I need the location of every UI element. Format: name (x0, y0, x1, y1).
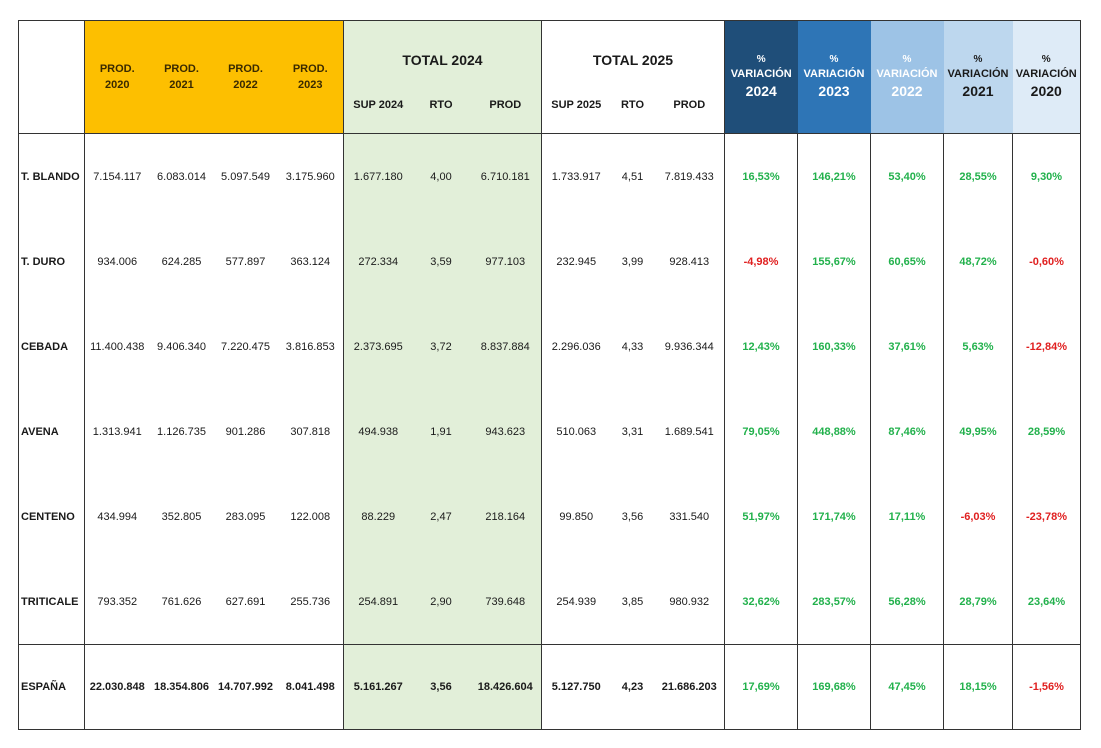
total-2024-cell: 4,00 (413, 134, 470, 220)
total-2024-cell: 272.334 (344, 219, 413, 304)
header-prod-2022-label: PROD. 2022 (228, 63, 263, 91)
header-sup-2025: SUP 2025 (542, 99, 611, 134)
variation-cell: 12,43% (725, 304, 798, 389)
variation-cell: 9,30% (1013, 134, 1081, 220)
header-sup-2024: SUP 2024 (344, 99, 413, 134)
total-2024-cell: 943.623 (470, 389, 542, 474)
variation-cell: -6,03% (944, 474, 1013, 559)
prod-cell: 9.406.340 (157, 340, 206, 353)
total-2025-cell: 2.296.036 (551, 340, 601, 353)
header-rto-2025: RTO (611, 99, 655, 134)
total-2024-cell: 88.229 (344, 474, 413, 559)
variation-2020-year: 2020 (1030, 83, 1062, 99)
total-2025-cell: 331.540 (655, 474, 725, 559)
total-2024-cell: 6.710.181 (470, 134, 542, 220)
total-2025-cell: 232.945 (556, 255, 597, 268)
header-variation-2023 (798, 21, 871, 134)
prod-cell: 8.041.498 (278, 645, 344, 730)
variation-2020-label: VARIACIÓN (1015, 68, 1077, 80)
total-2025-cell: 3,31 (621, 425, 644, 438)
variation-cell: 448,88% (798, 389, 871, 474)
variation-2021-year: 2021 (962, 83, 994, 99)
variation-2024-pct: % (756, 54, 766, 65)
variation-cell: -0,60% (1013, 219, 1081, 304)
header-prod-2023-label: PROD. 2023 (292, 63, 328, 91)
total-2025-cell: 510.063 (556, 425, 597, 438)
variation-cell: 171,74% (798, 474, 871, 559)
total-2024-cell: 2.373.695 (344, 304, 413, 389)
variation-2021-label: VARIACIÓN (947, 68, 1009, 80)
variation-cell: 60,65% (871, 219, 944, 304)
table-row (19, 559, 1081, 645)
variation-2022-pct: % (902, 54, 912, 65)
variation-cell: 146,21% (798, 134, 871, 220)
variation-cell: -23,78% (1013, 474, 1081, 559)
prod-cell: 793.352 (97, 595, 138, 608)
variation-cell: 28,79% (944, 559, 1013, 645)
variation-2024-year: 2024 (745, 83, 777, 99)
total-2024-cell: 2,47 (413, 474, 470, 559)
prod-cell: 577.897 (225, 255, 266, 268)
table-body (19, 134, 1081, 730)
prod-cell: 283.095 (225, 510, 266, 523)
variation-cell: 155,67% (798, 219, 871, 304)
prod-cell: 18.354.806 (150, 645, 214, 730)
header-prod-total-2024: PROD (470, 99, 542, 134)
variation-cell: 160,33% (798, 304, 871, 389)
total-2025-cell: 1.689.541 (655, 389, 725, 474)
header-total-2024: TOTAL 2024 (344, 21, 542, 100)
total-2025-cell: 1.733.917 (551, 170, 601, 183)
row-label: AVENA (19, 389, 85, 474)
header-prod-2022 (214, 21, 278, 134)
table-row (19, 134, 1081, 220)
header-prod-2020 (85, 21, 150, 134)
header-prod-2021 (150, 21, 214, 134)
total-2024-cell: 3,72 (413, 304, 470, 389)
total-2025-cell: 21.686.203 (655, 645, 725, 730)
total-2024-cell: 1.677.180 (344, 134, 413, 220)
variation-cell: 56,28% (871, 559, 944, 645)
variation-2020-pct: % (1041, 54, 1051, 65)
variation-cell: 37,61% (871, 304, 944, 389)
variation-cell: 169,68% (798, 645, 871, 730)
prod-cell: 3.175.960 (278, 134, 344, 220)
prod-cell: 1.126.735 (157, 425, 206, 438)
variation-2021-pct: % (973, 54, 983, 65)
variation-2022-year: 2022 (891, 83, 923, 99)
variation-cell: 48,72% (944, 219, 1013, 304)
row-label: ESPAÑA (19, 645, 85, 730)
prod-cell: 934.006 (97, 255, 138, 268)
variation-cell: 16,53% (725, 134, 798, 220)
prod-cell: 11.400.438 (90, 340, 145, 353)
header-total-2025: TOTAL 2025 (542, 21, 725, 100)
variation-cell: 283,57% (798, 559, 871, 645)
table-row (19, 304, 1081, 389)
total-2025-cell: 3,56 (621, 510, 644, 523)
prod-cell: 363.124 (278, 219, 344, 304)
table-row (19, 389, 1081, 474)
total-2025-cell: 3,85 (621, 595, 644, 608)
prod-cell: 434.994 (97, 510, 138, 523)
total-2024-cell: 2,90 (413, 559, 470, 645)
prod-cell: 6.083.014 (157, 170, 206, 183)
header-prod-2021-label: PROD. 2021 (164, 63, 199, 91)
total-2024-cell: 1,91 (413, 389, 470, 474)
prod-cell: 627.691 (225, 595, 266, 608)
total-2024-cell: 977.103 (470, 219, 542, 304)
row-label: T. BLANDO (19, 134, 85, 220)
header-prod-2023 (278, 21, 344, 134)
variation-cell: 49,95% (944, 389, 1013, 474)
total-2024-cell: 218.164 (470, 474, 542, 559)
prod-cell: 1.313.941 (92, 425, 142, 438)
row-label: CEBADA (19, 304, 85, 389)
header-variation-2020 (1013, 21, 1081, 134)
header-variation-2021 (944, 21, 1013, 134)
total-2025-cell: 5.127.750 (542, 645, 611, 730)
row-label: CENTENO (19, 474, 85, 559)
header-variation-2024 (725, 21, 798, 134)
prod-cell: 624.285 (161, 255, 202, 268)
prod-cell: 901.286 (225, 425, 266, 438)
variation-cell: 47,45% (871, 645, 944, 730)
header-prod-2020-label: PROD. 2020 (99, 63, 135, 91)
variation-2023-pct: % (829, 54, 839, 65)
total-2024-cell: 494.938 (344, 389, 413, 474)
header-rto-2024: RTO (413, 99, 470, 134)
total-2025-cell: 4,23 (611, 645, 655, 730)
prod-cell: 3.816.853 (278, 304, 344, 389)
total-2025-cell: 4,51 (621, 170, 644, 183)
prod-cell: 255.736 (278, 559, 344, 645)
variation-cell: 87,46% (871, 389, 944, 474)
prod-cell: 307.818 (278, 389, 344, 474)
variation-2023-year: 2023 (818, 83, 850, 99)
prod-cell: 352.805 (161, 510, 202, 523)
variation-cell: 79,05% (725, 389, 798, 474)
variation-cell: 17,11% (871, 474, 944, 559)
total-2024-cell: 739.648 (470, 559, 542, 645)
total-row (19, 645, 1081, 730)
production-table-container (18, 20, 1081, 730)
variation-cell: 28,55% (944, 134, 1013, 220)
variation-cell: -4,98% (725, 219, 798, 304)
total-2024-cell: 3,56 (413, 645, 470, 730)
table-row (19, 219, 1081, 304)
header-prod-total-2025: PROD (655, 99, 725, 134)
row-label: T. DURO (19, 219, 85, 304)
variation-cell: 28,59% (1013, 389, 1081, 474)
total-2024-cell: 254.891 (344, 559, 413, 645)
header-variation-2022 (871, 21, 944, 134)
total-2025-cell: 254.939 (556, 595, 597, 608)
total-2025-cell: 980.932 (655, 559, 725, 645)
variation-cell: 23,64% (1013, 559, 1081, 645)
total-2025-cell: 4,33 (621, 340, 644, 353)
prod-cell: 122.008 (278, 474, 344, 559)
variation-cell: 18,15% (944, 645, 1013, 730)
variation-cell: -12,84% (1013, 304, 1081, 389)
total-2024-cell: 18.426.604 (470, 645, 542, 730)
variation-cell: 51,97% (725, 474, 798, 559)
variation-2022-label: VARIACIÓN (876, 68, 938, 80)
total-2024-cell: 3,59 (413, 219, 470, 304)
row-label: TRITICALE (19, 559, 85, 645)
variation-cell: 17,69% (725, 645, 798, 730)
total-2024-cell: 5.161.267 (344, 645, 413, 730)
prod-cell: 7.220.475 (221, 340, 270, 353)
variation-cell: 5,63% (944, 304, 1013, 389)
variation-cell: -1,56% (1013, 645, 1081, 730)
prod-cell: 22.030.848 (85, 645, 150, 730)
total-2025-cell: 9.936.344 (655, 304, 725, 389)
prod-cell: 761.626 (161, 595, 202, 608)
variation-2024-label: VARIACIÓN (730, 68, 792, 80)
total-2025-cell: 928.413 (655, 219, 725, 304)
total-2025-cell: 3,99 (621, 255, 644, 268)
prod-cell: 5.097.549 (221, 170, 270, 183)
variation-2023-label: VARIACIÓN (803, 68, 865, 80)
prod-cell: 14.707.992 (214, 645, 278, 730)
total-2024-cell: 8.837.884 (470, 304, 542, 389)
cereal-production-table (18, 20, 1081, 730)
prod-cell: 7.154.117 (93, 170, 142, 183)
total-2025-cell: 7.819.433 (655, 134, 725, 220)
variation-cell: 53,40% (871, 134, 944, 220)
table-row (19, 474, 1081, 559)
corner-cell (19, 21, 85, 134)
total-2025-cell: 99.850 (559, 510, 594, 523)
variation-cell: 32,62% (725, 559, 798, 645)
